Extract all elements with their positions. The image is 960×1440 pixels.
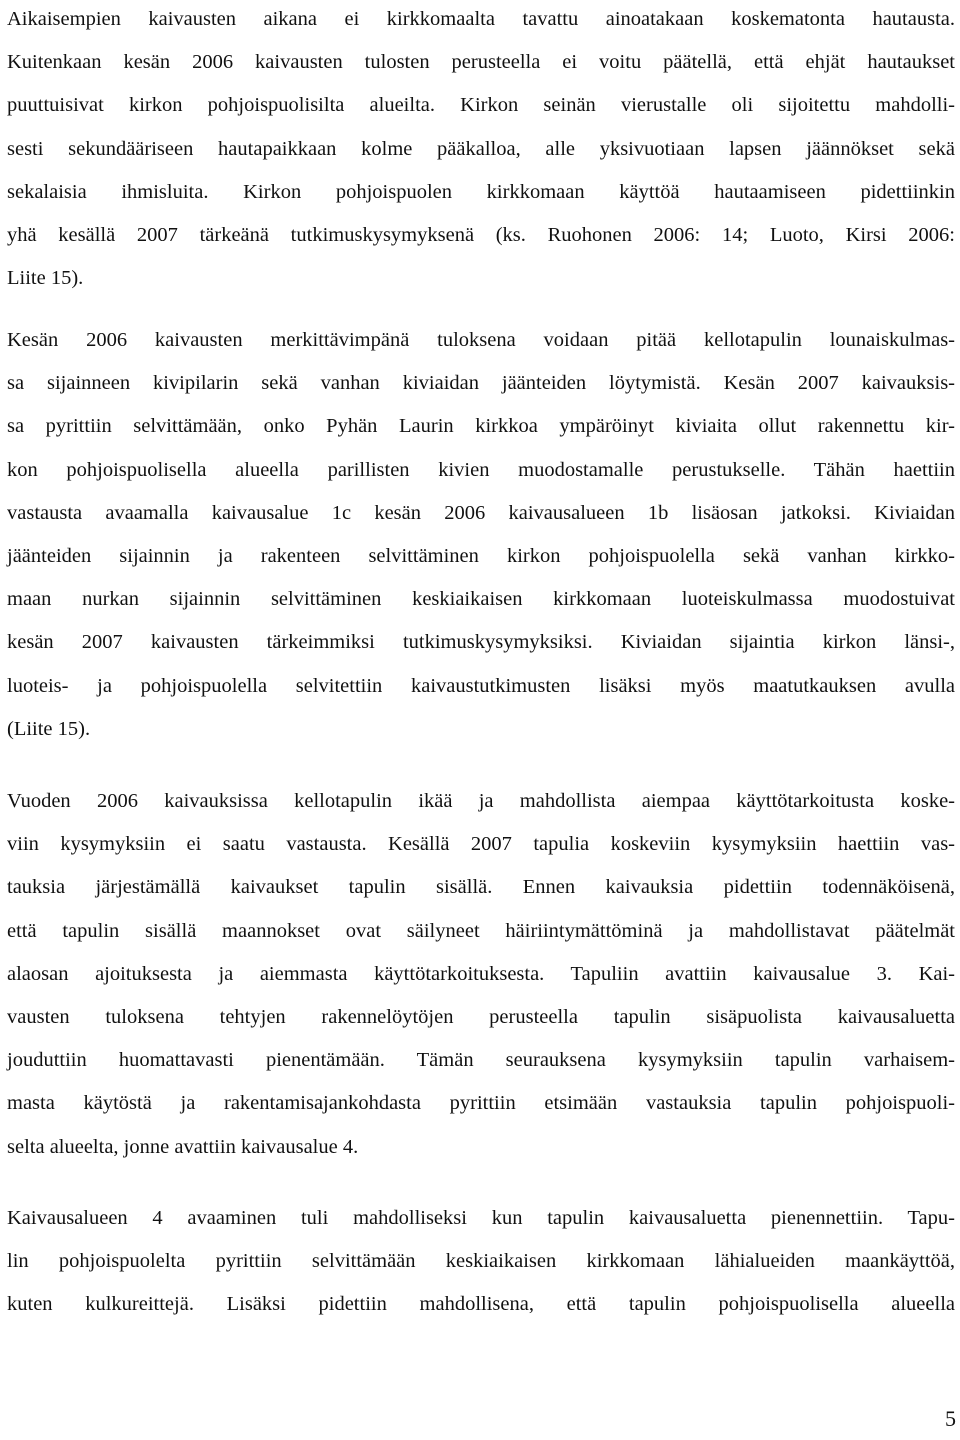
text-line: Liite 15). bbox=[7, 267, 84, 290]
text-line: jäänteiden sijainnin ja rakenteen selvittäminen kirkon pohjoispuolella sekä vanhan kirkko- bbox=[7, 544, 955, 567]
text-line: selta alueelta, jonne avattiin kaivausalue 4. bbox=[7, 1135, 359, 1158]
text-line: jouduttiin huomattavasti pienentämään. Tämän seurauksena kysymyksiin tapulin varhaisem- bbox=[7, 1049, 955, 1072]
text-line: sekalaisia ihmisluita. Kirkon pohjoispuolen kirkkomaan käyttöä hautaamiseen pidettiinkin bbox=[7, 180, 955, 203]
paragraph-3 bbox=[7, 780, 955, 1169]
text-line: kon pohjoispuolisella alueella parillisten kivien muodostamalle perustukselle. Tähän haettiin bbox=[7, 458, 955, 481]
text-line: sa pyrittiin selvittämään, onko Pyhän Laurin kirkkoa ympäröinyt kiviaita ollut rakennettu kir- bbox=[7, 415, 955, 438]
text-line: vastausta avaamalla kaivausalue 1c kesän 2006 kaivausalueen 1b lisäosan jatkoksi. Kiviaidan bbox=[7, 501, 955, 524]
text-line: puuttuisivat kirkon pohjoispuolisilta alueilta. Kirkon seinän vierustalle oli sijoitettu mahdolli- bbox=[7, 94, 955, 117]
text-line: masta käytöstä ja rakentamisajankohdasta pyrittiin etsimään vastauksia tapulin pohjoispuoli- bbox=[7, 1092, 955, 1115]
text-line: luoteis- ja pohjoispuolella selvitettiin kaivaustutkimusten lisäksi myös maatutkauksen avulla bbox=[7, 674, 955, 697]
text-line: maan nurkan sijainnin selvittäminen keskiaikaisen kirkkomaan luoteiskulmassa muodostuivat bbox=[7, 588, 955, 611]
text-line: tauksia järjestämällä kaivaukset tapulin sisällä. Ennen kaivauksia pidettiin todennäköisenä, bbox=[7, 876, 955, 899]
text-line: alaosan ajoituksesta ja aiemmasta käyttötarkoituksesta. Tapuliin avattiin kaivausalue 3. Kai- bbox=[7, 962, 955, 985]
paragraph-4 bbox=[7, 1197, 955, 1327]
text-line: sesti sekundääriseen hautapaikkaan kolme pääkalloa, alle yksivuotiaan lapsen jäännökset sekä bbox=[7, 137, 955, 160]
text-line: kesän 2007 kaivausten tärkeimmiksi tutkimuskysymyksiksi. Kiviaidan sijaintia kirkon länsi-, bbox=[7, 631, 955, 654]
text-line: että tapulin sisällä maannokset ovat säilyneet häiriintymättöminä ja mahdollistavat päätelmät bbox=[7, 919, 955, 942]
text-line: Kaivausalueen 4 avaaminen tuli mahdolliseksi kun tapulin kaivausaluetta pienennettiin. Tapu- bbox=[7, 1207, 955, 1229]
text-line: Vuoden 2006 kaivauksissa kellotapulin ikää ja mahdollista aiempaa käyttötarkoitusta koske- bbox=[7, 790, 955, 812]
page-number: 5 bbox=[945, 1406, 956, 1431]
text-line: Kesän 2006 kaivausten merkittävimpänä tuloksena voidaan pitää kellotapulin lounaiskulmas- bbox=[7, 329, 955, 351]
text-line: lin pohjoispuolelta pyrittiin selvittämään keskiaikaisen kirkkomaan lähialueiden maankäyttöä, bbox=[7, 1250, 955, 1273]
text-line: kuten kulkureittejä. Lisäksi pidettiin mahdollisena, että tapulin pohjoispuolisella alueella bbox=[7, 1293, 955, 1316]
paragraph-1 bbox=[7, 0, 955, 300]
text-line: Aikaisempien kaivausten aikana ei kirkkomaalta tavattu ainoatakaan koskematonta hautausta. bbox=[7, 8, 955, 30]
text-line: yhä kesällä 2007 tärkeänä tutkimuskysymyksenä (ks. Ruohonen 2006: 14; Luoto, Kirsi 2006: bbox=[7, 223, 955, 246]
text-line: (Liite 15). bbox=[7, 717, 91, 740]
text-line: viin kysymyksiin ei saatu vastausta. Kesällä 2007 tapulia koskeviin kysymyksiin haettiin vas- bbox=[7, 833, 955, 856]
text-line: vausten tuloksena tehtyjen rakennelöytöjen perusteella tapulin sisäpuolista kaivausaluetta bbox=[7, 1005, 955, 1028]
text-line: sa sijainneen kivipilarin sekä vanhan kiviaidan jäänteiden löytymistä. Kesän 2007 kaivauksis- bbox=[7, 372, 955, 395]
text-line: Kuitenkaan kesän 2006 kaivausten tulosten perusteella ei voitu päätellä, että ehjät hautaukset bbox=[7, 51, 955, 74]
paragraph-2 bbox=[7, 319, 955, 751]
